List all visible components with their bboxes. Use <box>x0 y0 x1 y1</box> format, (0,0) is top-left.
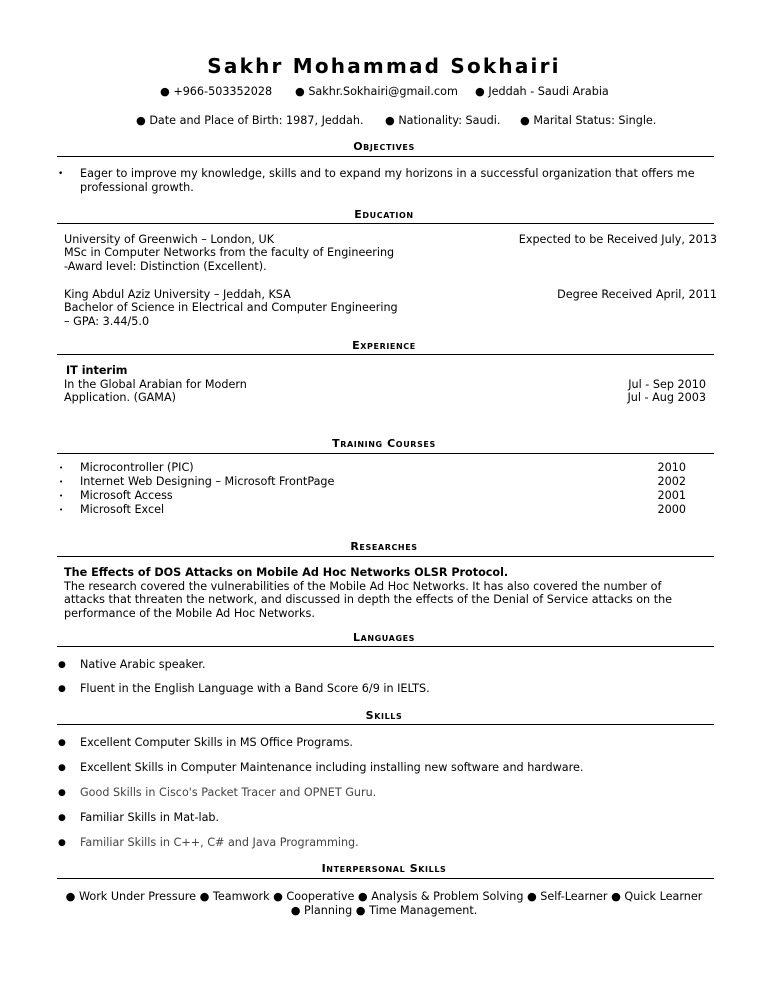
education-entry-1-date: Expected to be Received July, 2013 <box>518 233 717 246</box>
education-entry-1-degree: MSc in Computer Networks from the faculty of Engineering <box>64 246 395 259</box>
experience-date-1: Jul - Sep 2010 <box>628 378 706 391</box>
research-desc-line3: performance of the Mobile Ad Hoc Networks. <box>64 607 315 620</box>
skill-item: Familiar Skills in C++, C# and Java Programming. <box>80 836 359 849</box>
training-divider <box>57 453 714 454</box>
training-course-name: Microsoft Excel <box>80 503 165 516</box>
research-title: The Effects of DOS Attacks on Mobile Ad Hoc Networks OLSR Protocol. <box>64 566 509 579</box>
education-entry-1-school: University of Greenwich – London, UK <box>64 233 275 246</box>
objective-text-line2: professional growth. <box>80 181 194 194</box>
training-course-year: 2010 <box>657 461 686 474</box>
skill-item: Excellent Skills in Computer Maintenance including installing new software and hardware. <box>80 761 584 774</box>
education-heading: Education <box>354 208 414 221</box>
objective-bullet: • <box>58 169 64 179</box>
experience-line2: Application. (GAMA) <box>64 391 176 404</box>
education-entry-2-date: Degree Received April, 2011 <box>557 288 717 301</box>
languages-heading: Languages <box>352 631 416 644</box>
training-course-name: Microcontroller (PIC) <box>80 461 194 474</box>
interpersonal-skills-line1: ● Work Under Pressure ● Teamwork ● Cooperative ● Analysis & Problem Solving ● Self-Learner ● Quick Learner <box>65 890 703 903</box>
objectives-heading: Objectives <box>353 140 415 153</box>
training-course-name: Microsoft Access <box>80 489 173 502</box>
researches-heading: Researches <box>350 540 418 553</box>
experience-heading: Experience <box>352 339 416 352</box>
education-entry-2-degree: Bachelor of Science in Electrical and Computer Engineering <box>64 301 398 314</box>
education-entry-1-award: -Award level: Distinction (Excellent). <box>64 260 267 273</box>
research-desc-line1: The research covered the vulnerabilities of the Mobile Ad Hoc Networks. It has also covered the number of <box>64 580 662 593</box>
interpersonal-divider <box>57 878 714 879</box>
language-item: Native Arabic speaker. <box>80 658 206 671</box>
objectives-divider <box>57 156 714 157</box>
nationality: ● Nationality: Saudi. <box>385 114 501 127</box>
education-entry-2-gpa: – GPA: 3.44/5.0 <box>64 315 150 328</box>
education-entry-2-school: King Abdul Aziz University – Jeddah, KSA <box>64 288 291 301</box>
training-course-year: 2002 <box>657 475 686 488</box>
skill-bullet: ● <box>58 763 66 773</box>
skill-item: Familiar Skills in Mat-lab. <box>80 811 220 824</box>
training-course-year: 2000 <box>657 503 686 516</box>
experience-line1: In the Global Arabian for Modern <box>64 378 247 391</box>
birth-info: ● Date and Place of Birth: 1987, Jeddah. <box>136 114 364 127</box>
language-bullet: ● <box>58 684 66 694</box>
education-divider <box>57 223 714 224</box>
candidate-name: Sakhr Mohammad Sokhairi <box>207 54 561 78</box>
email-address: ● Sakhr.Sokhairi@gmail.com <box>295 85 458 98</box>
skill-bullet: ● <box>58 788 66 798</box>
skills-divider <box>57 724 714 725</box>
training-course-year: 2001 <box>657 489 686 502</box>
experience-title: IT interim <box>66 364 128 377</box>
training-heading: Training Courses <box>332 437 436 450</box>
researches-divider <box>57 556 714 557</box>
languages-divider <box>57 646 714 647</box>
interpersonal-skills-line2: ● Planning ● Time Management. <box>290 904 478 917</box>
objective-text-line1: Eager to improve my knowledge, skills and to expand my horizons in a successful organization that offers me <box>80 167 695 180</box>
experience-divider <box>57 354 714 355</box>
training-bullet: • <box>59 492 64 500</box>
interpersonal-heading: Interpersonal Skills <box>321 862 447 875</box>
language-item: Fluent in the English Language with a Band Score 6/9 in IELTS. <box>80 682 430 695</box>
skill-bullet: ● <box>58 738 66 748</box>
skill-item: Excellent Computer Skills in MS Office Programs. <box>80 736 353 749</box>
training-course-name: Internet Web Designing – Microsoft FrontPage <box>80 475 335 488</box>
marital-status: ● Marital Status: Single. <box>520 114 657 127</box>
skills-heading: Skills <box>365 709 403 722</box>
location: ● Jeddah - Saudi Arabia <box>475 85 609 98</box>
skill-bullet: ● <box>58 813 66 823</box>
training-bullet: • <box>59 506 64 514</box>
language-bullet: ● <box>58 660 66 670</box>
phone-number: ● +966-503352028 <box>160 85 273 98</box>
research-desc-line2: attacks that threaten the network, and discussed in depth the effects of the Denial of Service attacks on the <box>64 593 673 606</box>
skill-item: Good Skills in Cisco's Packet Tracer and OPNET Guru. <box>80 786 377 799</box>
training-bullet: • <box>59 478 64 486</box>
experience-date-2: Jul - Aug 2003 <box>627 391 706 404</box>
training-bullet: • <box>59 464 64 472</box>
skill-bullet: ● <box>58 838 66 848</box>
